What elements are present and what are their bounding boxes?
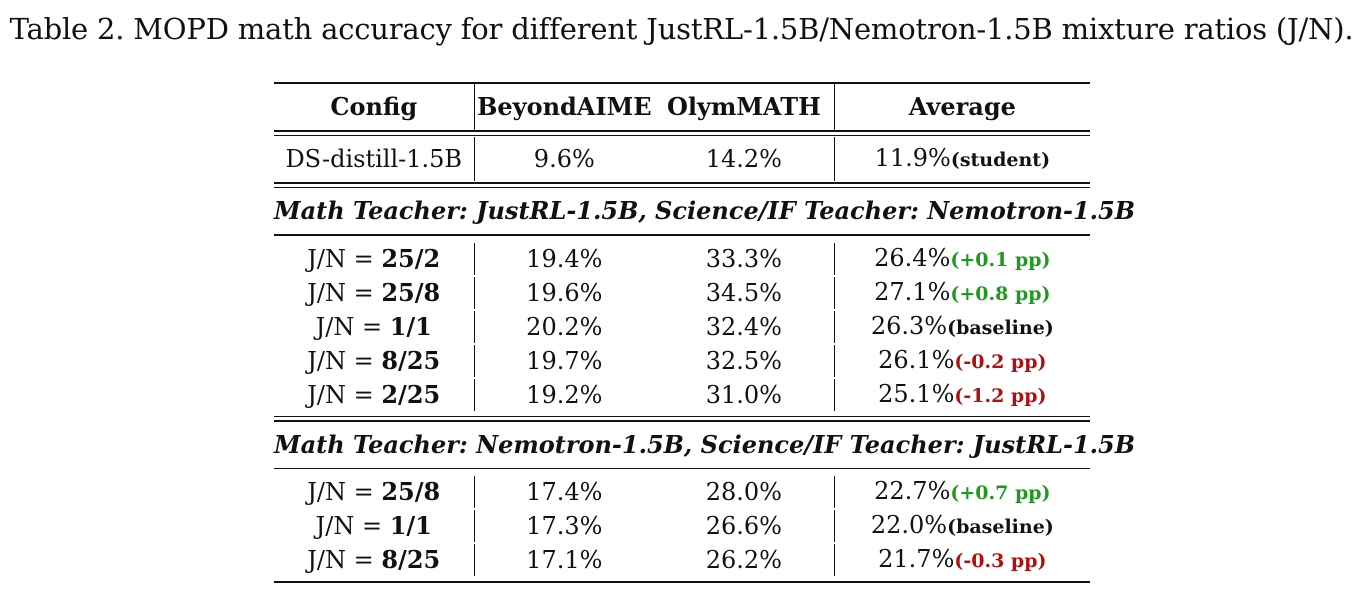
row-olymmath: 26.6% (654, 510, 835, 542)
row-average (835, 276, 1090, 310)
student-olymmath: 14.2% (654, 137, 835, 181)
delta-tag: (+0.8 pp) (950, 282, 1051, 305)
table-row (274, 509, 1090, 543)
header-average: Average (908, 92, 1016, 121)
row-beyondaime: 19.2% (526, 380, 603, 409)
row-beyondaime: 20.2% (526, 312, 603, 341)
section-title: Math Teacher: Nemotron-1.5B, Science/IF Teacher: JustRL-1.5B (274, 429, 1136, 459)
row-olymmath: 28.0% (654, 476, 835, 508)
row-beyondaime: 17.4% (526, 478, 603, 506)
section-double-rule (274, 416, 1090, 422)
average-value: 26.4% (874, 243, 951, 272)
ratio-prefix: J/N = (307, 478, 382, 506)
row-average (835, 475, 1090, 509)
average-value: 26.3% (870, 311, 948, 340)
table-row (274, 378, 1090, 412)
student-tag: (student) (950, 149, 1051, 171)
row-config (274, 379, 475, 411)
delta-tag: (-0.2 pp) (954, 350, 1047, 373)
row-olymmath: 32.5% (654, 345, 835, 377)
ratio-prefix: J/N = (307, 244, 382, 273)
sections-container (274, 188, 1136, 581)
delta-tag: (+0.1 pp) (950, 248, 1051, 271)
ratio-value: 1/1 (389, 511, 432, 540)
table-row (274, 543, 1090, 577)
header-config: Config (274, 84, 475, 130)
average-value: 26.1% (878, 345, 955, 374)
section-title: Math Teacher: JustRL-1.5B, Science/IF Teacher: Nemotron-1.5B (274, 196, 1136, 225)
row-average (835, 509, 1090, 543)
table-row (274, 242, 1090, 276)
table-caption: Table 2. MOPD math accuracy for different JustRL-1.5B/Nemotron-1.5B mixture ratios (J/N). (9, 12, 1354, 46)
ratio-value: 25/8 (381, 477, 441, 506)
row-average (835, 378, 1090, 412)
student-row (274, 136, 1090, 182)
row-beyondaime: 19.6% (526, 278, 603, 307)
ratio-prefix: J/N = (307, 346, 382, 375)
ratio-value: 25/8 (381, 277, 441, 307)
row-config (274, 476, 475, 508)
section-rows (274, 236, 1090, 416)
ratio-prefix: J/N = (307, 546, 382, 574)
row-beyondaime: 17.1% (526, 546, 603, 574)
delta-tag: (+0.7 pp) (950, 482, 1051, 504)
ratio-prefix: J/N = (315, 512, 390, 540)
row-beyondaime: 17.3% (526, 512, 603, 540)
row-config (274, 510, 475, 542)
row-olymmath: 34.5% (654, 277, 835, 309)
bottom-rule (274, 581, 1090, 583)
header-row (274, 84, 1090, 130)
ratio-value: 8/25 (381, 345, 441, 375)
average-value: 21.7% (878, 545, 955, 573)
ratio-value: 8/25 (381, 545, 441, 574)
student-config: DS-distill-1.5B (274, 137, 475, 181)
header-double-rule (274, 130, 1090, 136)
header-beyondaime: BeyondAIME (477, 92, 652, 121)
ratio-prefix: J/N = (307, 380, 382, 409)
delta-tag: (baseline) (947, 516, 1054, 538)
row-olymmath: 32.4% (654, 311, 835, 343)
student-double-rule (274, 182, 1090, 188)
average-value: 25.1% (878, 379, 955, 408)
row-config (274, 277, 475, 309)
row-average (835, 344, 1090, 378)
header-olymmath: OlymMATH (654, 84, 835, 130)
row-beyondaime: 19.7% (526, 346, 603, 375)
delta-tag: (-0.3 pp) (954, 550, 1047, 572)
row-average (835, 242, 1090, 276)
student-average-value: 11.9% (874, 144, 951, 172)
table-row (274, 310, 1090, 344)
row-config (274, 311, 475, 343)
row-olymmath: 26.2% (654, 544, 835, 576)
row-beyondaime: 19.4% (526, 244, 603, 273)
delta-tag: (baseline) (947, 316, 1054, 339)
section-rows (274, 469, 1090, 581)
results-table (274, 82, 1136, 583)
student-beyondaime: 9.6% (533, 145, 595, 173)
table-row (274, 344, 1090, 378)
ratio-prefix: J/N = (315, 312, 390, 341)
delta-tag: (-1.2 pp) (954, 384, 1047, 407)
row-average (835, 543, 1090, 577)
row-config (274, 345, 475, 377)
student-average (835, 136, 1090, 182)
row-average (835, 310, 1090, 344)
table-row (274, 475, 1090, 509)
ratio-prefix: J/N = (307, 278, 382, 307)
average-value: 22.7% (874, 477, 951, 505)
row-olymmath: 33.3% (654, 243, 835, 275)
average-value: 27.1% (874, 277, 951, 306)
row-config (274, 544, 475, 576)
average-value: 22.0% (870, 511, 948, 539)
ratio-value: 25/2 (381, 243, 441, 273)
row-config (274, 243, 475, 275)
table-row (274, 276, 1090, 310)
ratio-value: 1/1 (389, 311, 432, 341)
row-olymmath: 31.0% (654, 379, 835, 411)
ratio-value: 2/25 (381, 379, 441, 409)
